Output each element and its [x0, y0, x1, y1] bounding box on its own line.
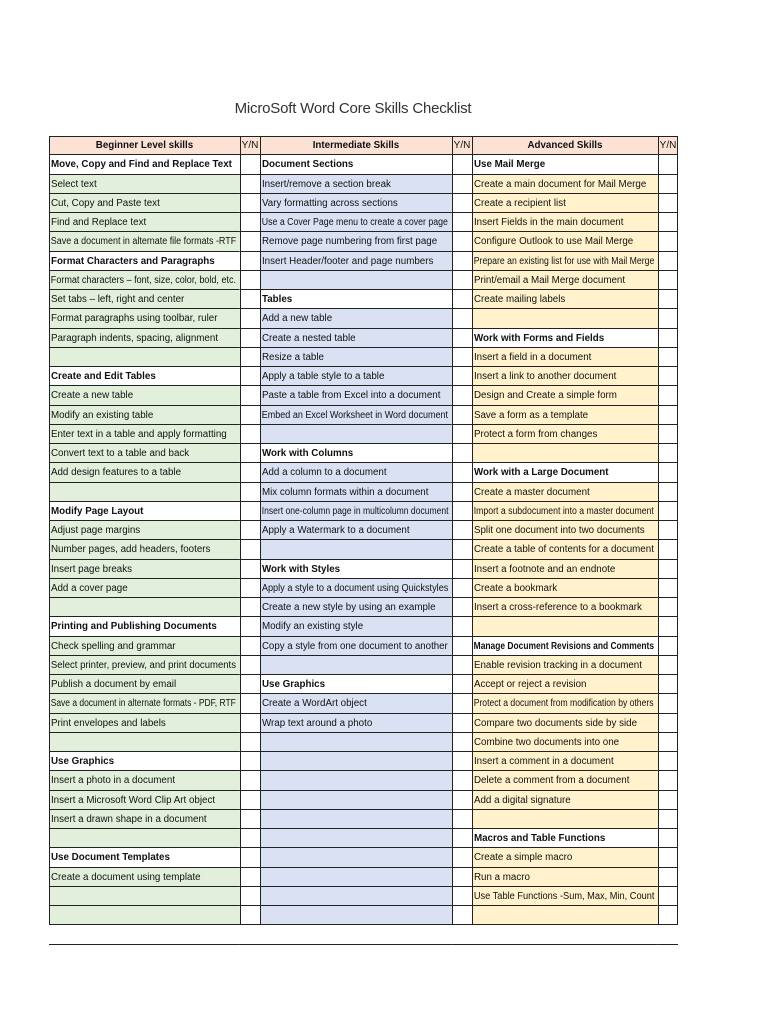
skill-item: Cut, Copy and Paste text — [49, 194, 240, 213]
skill-item: Number pages, add headers, footers — [49, 540, 240, 559]
section-heading: Format Characters and Paragraphs — [49, 252, 240, 271]
section-heading: Work with Forms and Fields — [472, 329, 658, 348]
section-heading: Manage Document Revisions and Comments — [472, 637, 658, 656]
skill-item: Compare two documents side by side — [472, 714, 658, 733]
skill-item: Format characters – font, size, color, bold, etc. — [49, 271, 240, 290]
section-heading: Work with Columns — [260, 444, 452, 463]
skill-item: Enable revision tracking in a document — [472, 656, 658, 675]
skill-item: Insert/remove a section break — [260, 175, 452, 194]
skill-item: Accept or reject a revision — [472, 675, 658, 694]
yn-checkbox-cell[interactable] — [658, 925, 678, 944]
skill-item: Insert a cross-reference to a bookmark — [472, 598, 658, 617]
section-heading: Macros and Table Functions — [472, 829, 658, 848]
skill-item: Insert page breaks — [49, 560, 240, 579]
skill-item: Add a digital signature — [472, 791, 658, 810]
skill-item: Print envelopes and labels — [49, 714, 240, 733]
yn-checkbox-cell[interactable] — [240, 925, 260, 944]
skill-item: Vary formatting across sections — [260, 194, 452, 213]
skill-item: Adjust page margins — [49, 521, 240, 540]
section-heading: Use Graphics — [49, 752, 240, 771]
skill-item: Create a master document — [472, 483, 658, 502]
skill-item: Print/email a Mail Merge document — [472, 271, 658, 290]
beginner-column-header: Beginner Level skills — [49, 136, 240, 155]
yn-checkbox-cell[interactable] — [452, 925, 472, 944]
skill-item: Create a main document for Mail Merge — [472, 175, 658, 194]
section-heading: Move, Copy and Find and Replace Text — [49, 155, 240, 174]
skill-item: Insert Fields in the main document — [472, 213, 658, 232]
skill-item: Embed an Excel Worksheet in Word document — [260, 406, 452, 425]
skill-item: Check spelling and grammar — [49, 637, 240, 656]
skill-item: Run a macro — [472, 868, 658, 887]
skill-item: Insert a field in a document — [472, 348, 658, 367]
skill-item: Save a document in alternate formats - PDF, RTF — [49, 694, 240, 713]
section-heading: Work with a Large Document — [472, 463, 658, 482]
skill-item: Resize a table — [260, 348, 452, 367]
skill-item: Save a form as a template — [472, 406, 658, 425]
skill-item: Find and Replace text — [49, 213, 240, 232]
skill-item: Remove page numbering from first page — [260, 232, 452, 251]
skill-item: Create a bookmark — [472, 579, 658, 598]
skill-item: Save a document in alternate file formats -RTF — [49, 232, 240, 251]
skill-item: Modify an existing style — [260, 617, 452, 636]
skill-item: Insert a footnote and an endnote — [472, 560, 658, 579]
intermediate-column-header: Intermediate Skills — [260, 136, 452, 155]
skill-item: Prepare an existing list for use with Mail Merge — [472, 252, 658, 271]
skill-item: Paste a table from Excel into a document — [260, 386, 452, 405]
skill-item: Copy a style from one document to another — [260, 637, 452, 656]
skill-item: Add a cover page — [49, 579, 240, 598]
skill-item: Create a new style by using an example — [260, 598, 452, 617]
skill-item: Create mailing labels — [472, 290, 658, 309]
section-heading: Use Mail Merge — [472, 155, 658, 174]
skill-item: Select text — [49, 175, 240, 194]
skill-item: Create a table of contents for a document — [472, 540, 658, 559]
skill-item: Insert one-column page in multicolumn document — [260, 502, 452, 521]
skill-item: Apply a style to a document using Quickstyles — [260, 579, 452, 598]
empty-row — [260, 925, 452, 944]
skill-item: Wrap text around a photo — [260, 714, 452, 733]
section-heading: Use Graphics — [260, 675, 452, 694]
skill-item: Create a recipient list — [472, 194, 658, 213]
skill-item: Insert a Microsoft Word Clip Art object — [49, 791, 240, 810]
empty-row — [49, 925, 240, 944]
document-title: MicroSoft Word Core Skills Checklist — [234, 100, 472, 117]
skill-item: Paragraph indents, spacing, alignment — [49, 329, 240, 348]
skill-item: Protect a document from modification by others — [472, 694, 658, 713]
skill-item: Apply a Watermark to a document — [260, 521, 452, 540]
skill-item: Convert text to a table and back — [49, 444, 240, 463]
skill-item: Insert a drawn shape in a document — [49, 810, 240, 829]
skill-item: Set tabs – left, right and center — [49, 290, 240, 309]
skill-item: Configure Outlook to use Mail Merge — [472, 232, 658, 251]
skill-item: Design and Create a simple form — [472, 386, 658, 405]
skill-item: Combine two documents into one — [472, 733, 658, 752]
skill-item: Use a Cover Page menu to create a cover page — [260, 213, 452, 232]
skill-item: Format paragraphs using toolbar, ruler — [49, 309, 240, 328]
skill-item: Modify an existing table — [49, 406, 240, 425]
skill-item: Insert Header/footer and page numbers — [260, 252, 452, 271]
skill-item: Split one document into two documents — [472, 521, 658, 540]
skill-item: Mix column formats within a document — [260, 483, 452, 502]
skill-item: Add design features to a table — [49, 463, 240, 482]
section-heading: Create and Edit Tables — [49, 367, 240, 386]
skill-item: Enter text in a table and apply formatting — [49, 425, 240, 444]
section-heading: Use Document Templates — [49, 848, 240, 867]
empty-row — [472, 925, 658, 944]
skill-item: Create a simple macro — [472, 848, 658, 867]
skill-item: Select printer, preview, and print documents — [49, 656, 240, 675]
skill-item: Insert a photo in a document — [49, 771, 240, 790]
skill-item: Apply a table style to a table — [260, 367, 452, 386]
skill-item: Add a column to a document — [260, 463, 452, 482]
skill-item: Use Table Functions -Sum, Max, Min, Count — [472, 887, 658, 906]
skill-item: Create a nested table — [260, 329, 452, 348]
skill-item: Insert a comment in a document — [472, 752, 658, 771]
table-border — [49, 136, 678, 925]
advanced-column-header: Advanced Skills — [472, 136, 658, 155]
skill-item: Add a new table — [260, 309, 452, 328]
section-heading: Document Sections — [260, 155, 452, 174]
skill-item: Delete a comment from a document — [472, 771, 658, 790]
skills-checklist-table — [49, 136, 678, 925]
yn-column-header: Y/N — [240, 136, 260, 155]
skill-item: Create a new table — [49, 386, 240, 405]
yn-column-header: Y/N — [658, 136, 678, 155]
skill-item: Create a document using template — [49, 868, 240, 887]
skill-item: Create a WordArt object — [260, 694, 452, 713]
section-heading: Modify Page Layout — [49, 502, 240, 521]
skill-item: Protect a form from changes — [472, 425, 658, 444]
yn-column-header: Y/N — [452, 136, 472, 155]
section-heading: Printing and Publishing Documents — [49, 617, 240, 636]
skill-item: Publish a document by email — [49, 675, 240, 694]
skill-item: Insert a link to another document — [472, 367, 658, 386]
section-heading: Tables — [260, 290, 452, 309]
skill-item: Import a subdocument into a master document — [472, 502, 658, 521]
section-heading: Work with Styles — [260, 560, 452, 579]
